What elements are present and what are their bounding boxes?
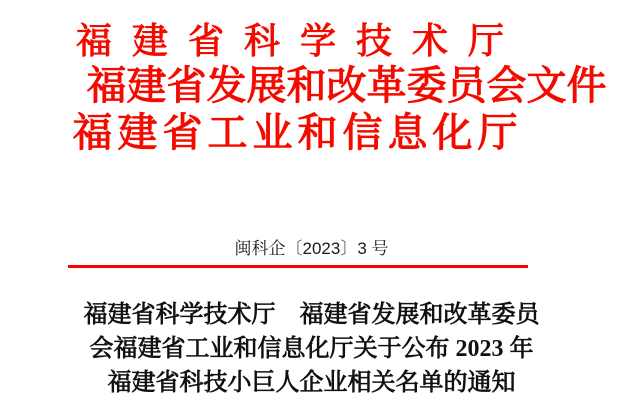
letterhead-agency-line-3: 福建省工业和信息化厅 [72,110,523,155]
document-title [6,298,617,400]
letterhead-agency-line-1: 福建省科学技术厅 [75,20,524,61]
document-title-line-3: 福建省科技小巨人企业相关名单的通知 [107,370,516,396]
document-number: 闽科企〔2023〕3 号 [234,239,389,258]
red-divider-line [68,265,528,268]
document-title-line-1: 福建省科学技术厅 福建省发展和改革委员 [83,302,540,328]
document-title-line-2: 会福建省工业和信息化厅关于公布 2023 年 [89,336,534,362]
letterhead-agency-line-2: 福建省发展和改革委员会文件 [86,64,607,108]
